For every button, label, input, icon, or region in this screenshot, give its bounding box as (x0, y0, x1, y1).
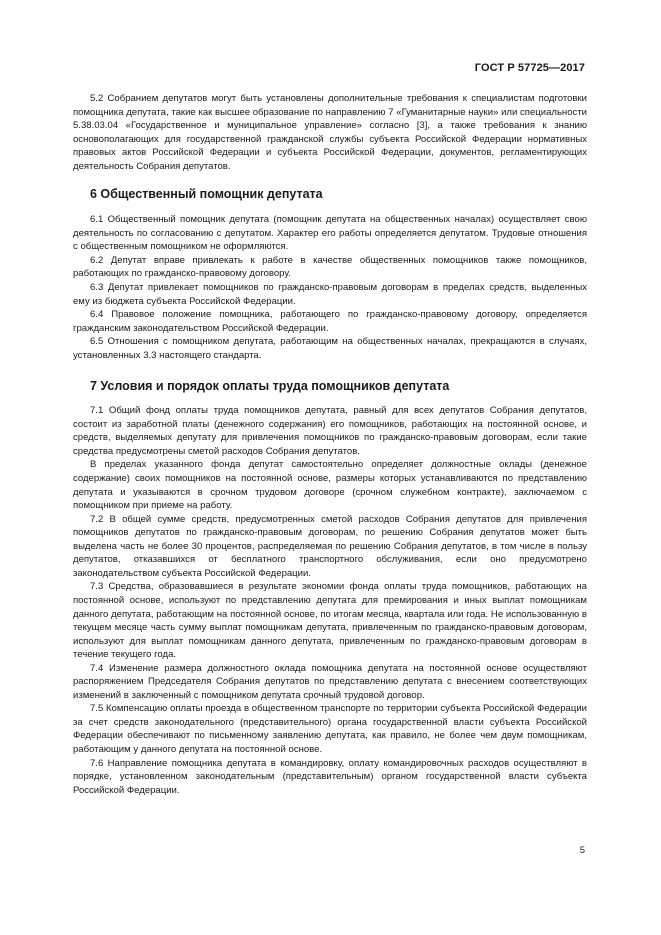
page-number: 5 (579, 845, 585, 856)
document-body (73, 92, 587, 797)
paragraph-5-2: 5.2 Собранием депутатов могут быть установлены дополнительные требования к специалистам подготовки помощника депутата, такие как высшее образование по направлению 7 «Гуманитарные науки» или специальности 5.38.03.04 «Государственное и муниципальное управление» согласно [3], а также требования к знанию основополагающих для государственной гражданской службы субъекта Российской Федерации нормативных правовых актов Российской Федерации и субъекта Российской Федерации, документов, регламентирующих деятельность Собрания депутатов. (73, 93, 587, 172)
paragraph-7-4: 7.4 Изменение размера должностного оклада помощника депутата на постоянной основе осуществляют распоряжением Председателя Собрания депутатов по представлению депутата с внесением соответствующих изменений в заключенный с помощником депутата срочный трудовой договор. (73, 662, 587, 701)
paragraph-7-5: 7.5 Компенсацию оплаты проезда в общественном транспорте по территории субъекта Российской Федерации за счет средств законодательного (представительного) органа государственной власти субъекта Российской Федерации обеспечивают по письменному заявлению депутата, как правило, не более чем двум помощникам, работающим у данного депутата на постоянной основе. (73, 703, 587, 755)
paragraph-7-2: 7.2 В общей сумме средств, предусмотренных сметой расходов Собрания депутатов для привлечения помощников депутатов по гражданско-правовым договорам, по решению Собрания депутатов может быть выделена часть не более 30 процентов, распределяемая по решению Собрания депутатов, в том числе в пользу депутатов, отказавшихся от бесплатного транспортного обслуживания, если оно предусмотрено законодательством субъекта Российской Федерации. (73, 513, 587, 579)
paragraph-6-5: 6.5 Отношения с помощником депутата, работающим на общественных началах, прекращаются в случаях, установленных 3.3 настоящего стандарта. (73, 336, 587, 361)
paragraph-7-1-continued: В пределах указанного фонда депутат самостоятельно определяет должностные оклады (денежное содержание) своих помощников на постоянной основе, размеры которых устанавливаются по представлению депутата и указываются в срочном трудовом договоре (срочном служебном контракте), заключаемом с помощником при приеме на работу. (73, 459, 587, 512)
paragraph-7-1: 7.1 Общий фонд оплаты труда помощников депутата, равный для всех депутатов Собрания депутатов, состоит из заработной платы (денежного содержания) его помощников, работающих на постоянной основе, и средств, выделяемых депутату для привлечения помощников по гражданско-правовым договорам, если такие средства предусмотрены сметой расходов Собрания депутатов. (73, 405, 587, 457)
standard-number: ГОСТ Р 57725—2017 (474, 62, 585, 74)
section-7-heading: 7 Условия и порядок оплаты труда помощников депутата (90, 379, 450, 394)
paragraph-6-2: 6.2 Депутат вправе привлекать к работе в качестве общественных помощников также помощников, работающих по гражданско-правовому договору. (73, 254, 587, 280)
paragraph-7-6: 7.6 Направление помощника депутата в командировку, оплату командировочных расходов осуществляют в порядке, установленном законодательным (представительным) органом государственной власти субъекта Российской Федерации. (73, 757, 587, 796)
paragraph-7-3: 7.3 Средства, образовавшиеся в результате экономии фонда оплаты труда помощников, работающих на постоянной основе, используют по представлению депутата для премирования и иных выплат помощникам данного депутата, работающим на постоянной основе, по итогам месяца, квартала или года. Не использованную в текущем месяце часть сумму выплат помощникам депутата, привлеченным по гражданско-правовым договорам, используют для выплат помощникам данного депутата, привлеченным по гражданско-правовым договорам в течение текущего года. (73, 581, 587, 661)
section-6-heading: 6 Общественный помощник депутата (90, 187, 323, 202)
paragraph-6-4: 6.4 Правовое положение помощника, работающего по гражданско-правовому договору, определяется гражданским законодательством Российской Федерации. (73, 309, 587, 334)
paragraph-6-1: 6.1 Общественный помощник депутата (помощник депутата на общественных началах) осуществляет свою деятельность по согласованию с депутатом. Характер его работы определяется депутатом. Трудовые отношения с общественным помощником не оформляются. (73, 214, 587, 253)
paragraph-6-3: 6.3 Депутат привлекает помощников по гражданско-правовым договорам в пределах средств, выделенных ему из бюджета субъекта Российской Федерации. (73, 282, 587, 307)
